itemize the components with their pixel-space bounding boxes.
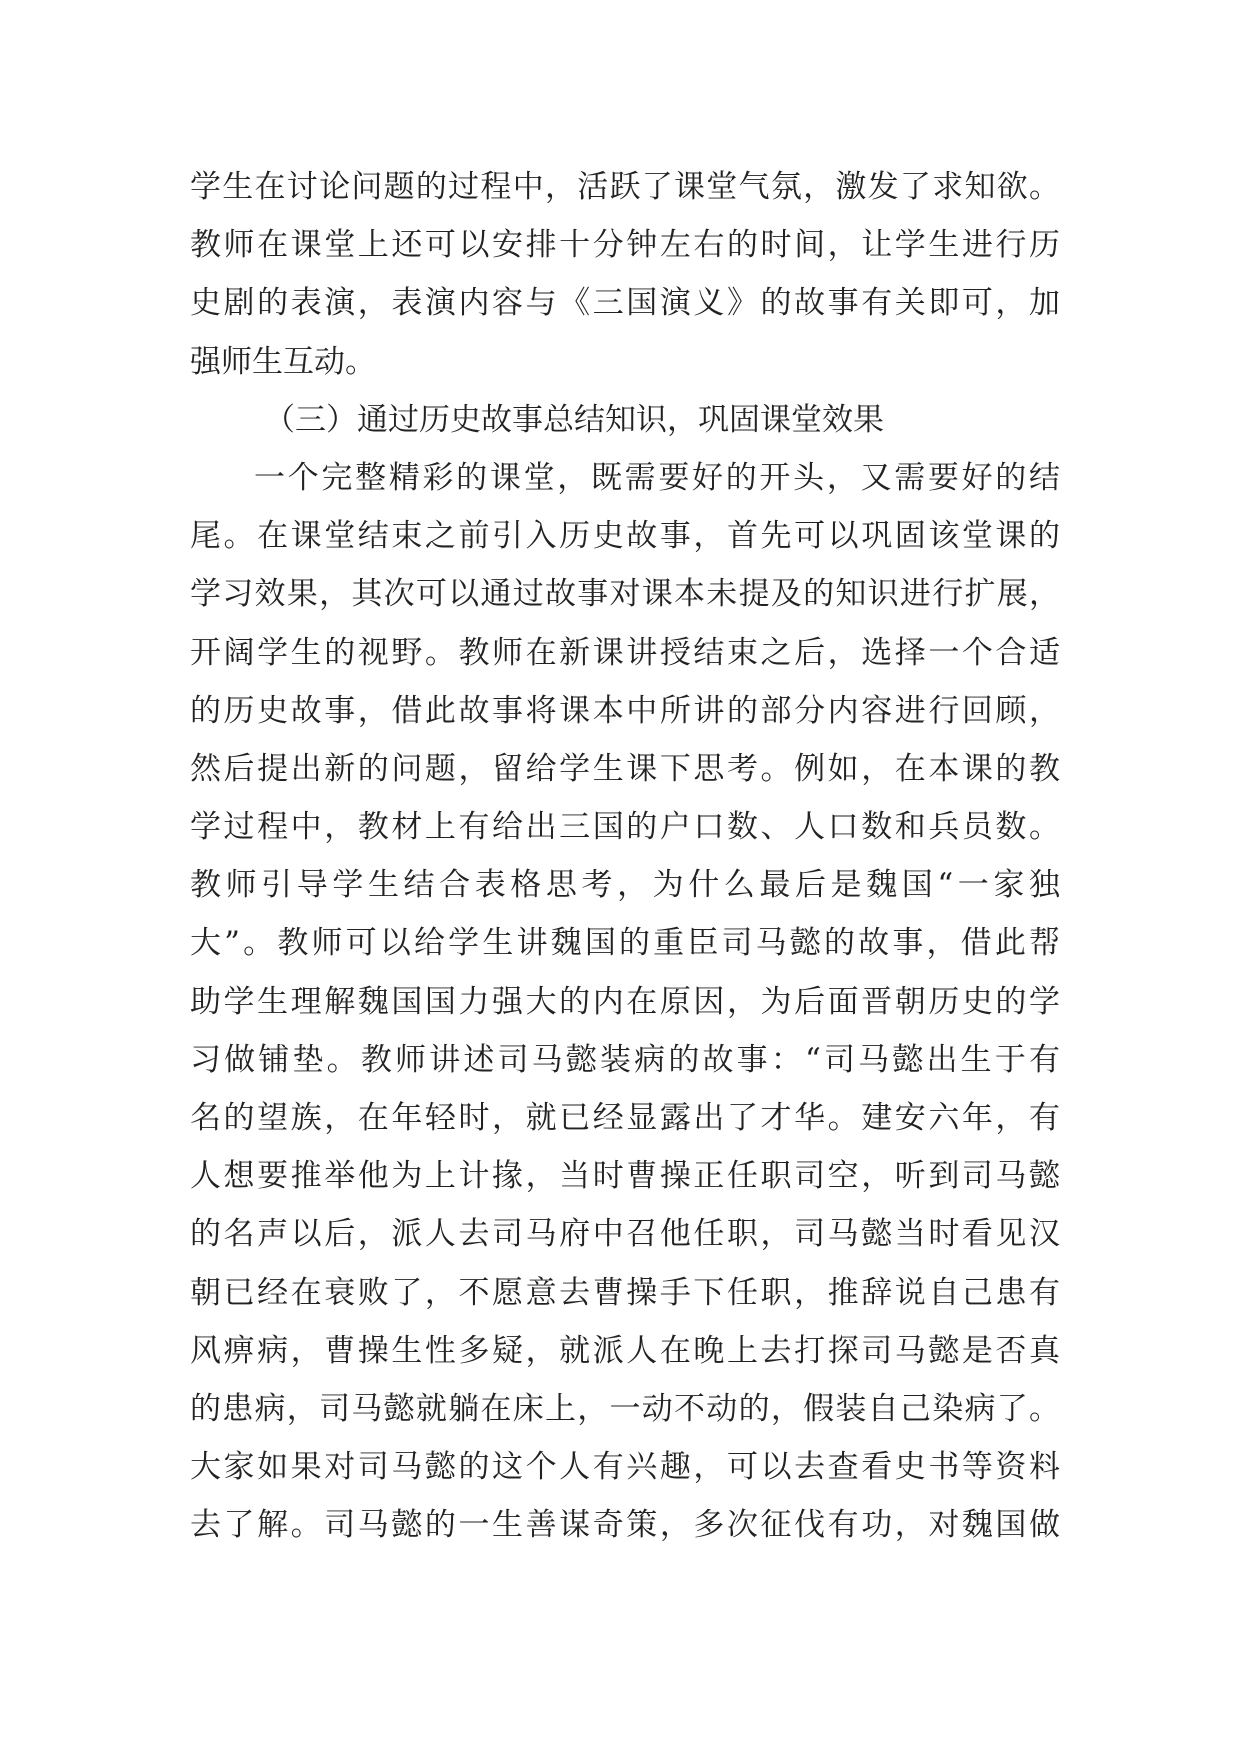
text-line: 尾。在课堂结束之前引入历史故事，首先可以巩固该堂课的	[190, 518, 1060, 555]
text-line: 史剧的表演，表演内容与《三国演义》的故事有关即可，加	[190, 285, 1060, 322]
text-line: 教师引导学生结合表格思考，为什么最后是魏国“一家独	[190, 867, 1060, 904]
text-line: 风痹病，曹操生性多疑，就派人在晚上去打探司马懿是否真	[190, 1332, 1060, 1369]
text-line: 一个完整精彩的课堂，既需要好的开头，又需要好的结	[254, 459, 1060, 496]
text-line: 名的望族，在年轻时，就已经显露出了才华。建安六年，有	[190, 1100, 1060, 1136]
text-line: 开阔学生的视野。教师在新课讲授结束之后，选择一个合适	[190, 634, 1060, 671]
text-line: 大”。教师可以给学生讲魏国的重臣司马懿的故事，借此帮	[190, 925, 1060, 962]
text-line: 助学生理解魏国国力强大的内在原因，为后面晋朝历史的学	[190, 983, 1060, 1020]
text-line: 人想要推举他为上计掾，当时曹操正任职司空，听到司马懿	[190, 1158, 1060, 1195]
text-line: 的患病，司马懿就躺在床上，一动不动的，假装自己染病了。	[190, 1390, 1060, 1427]
text-line: 习做铺垫。教师讲述司马懿装病的故事：“司马懿出生于有	[190, 1041, 1060, 1078]
text-line: 然后提出新的问题，留给学生课下思考。例如，在本课的教	[190, 750, 1060, 787]
text-line: 去了解。司马懿的一生善谋奇策，多次征伐有功，对魏国做	[190, 1507, 1060, 1544]
text-line: 学习效果，其次可以通过故事对课本未提及的知识进行扩展，	[190, 576, 1060, 613]
text-line: 强师生互动。	[190, 343, 376, 380]
text-line: 大家如果对司马懿的这个人有兴趣，可以去查看史书等资料	[190, 1449, 1060, 1486]
text-line: 教师在课堂上还可以安排十分钟左右的时间，让学生进行历	[190, 227, 1060, 264]
body-text	[190, 158, 1060, 1555]
text-line: 学过程中，教材上有给出三国的户口数、人口数和兵员数。	[190, 809, 1060, 846]
text-line: 朝已经在衰败了，不愿意去曹操手下任职，推辞说自己患有	[190, 1274, 1060, 1311]
section-heading: （三）通过历史故事总结知识，巩固课堂效果	[264, 401, 884, 438]
text-line: 学生在讨论问题的过程中，活跃了课堂气氛，激发了求知欲。	[190, 169, 1060, 205]
text-line: 的历史故事，借此故事将课本中所讲的部分内容进行回顾，	[190, 692, 1060, 729]
text-line: 的名声以后，派人去司马府中召他任职，司马懿当时看见汉	[190, 1216, 1060, 1253]
